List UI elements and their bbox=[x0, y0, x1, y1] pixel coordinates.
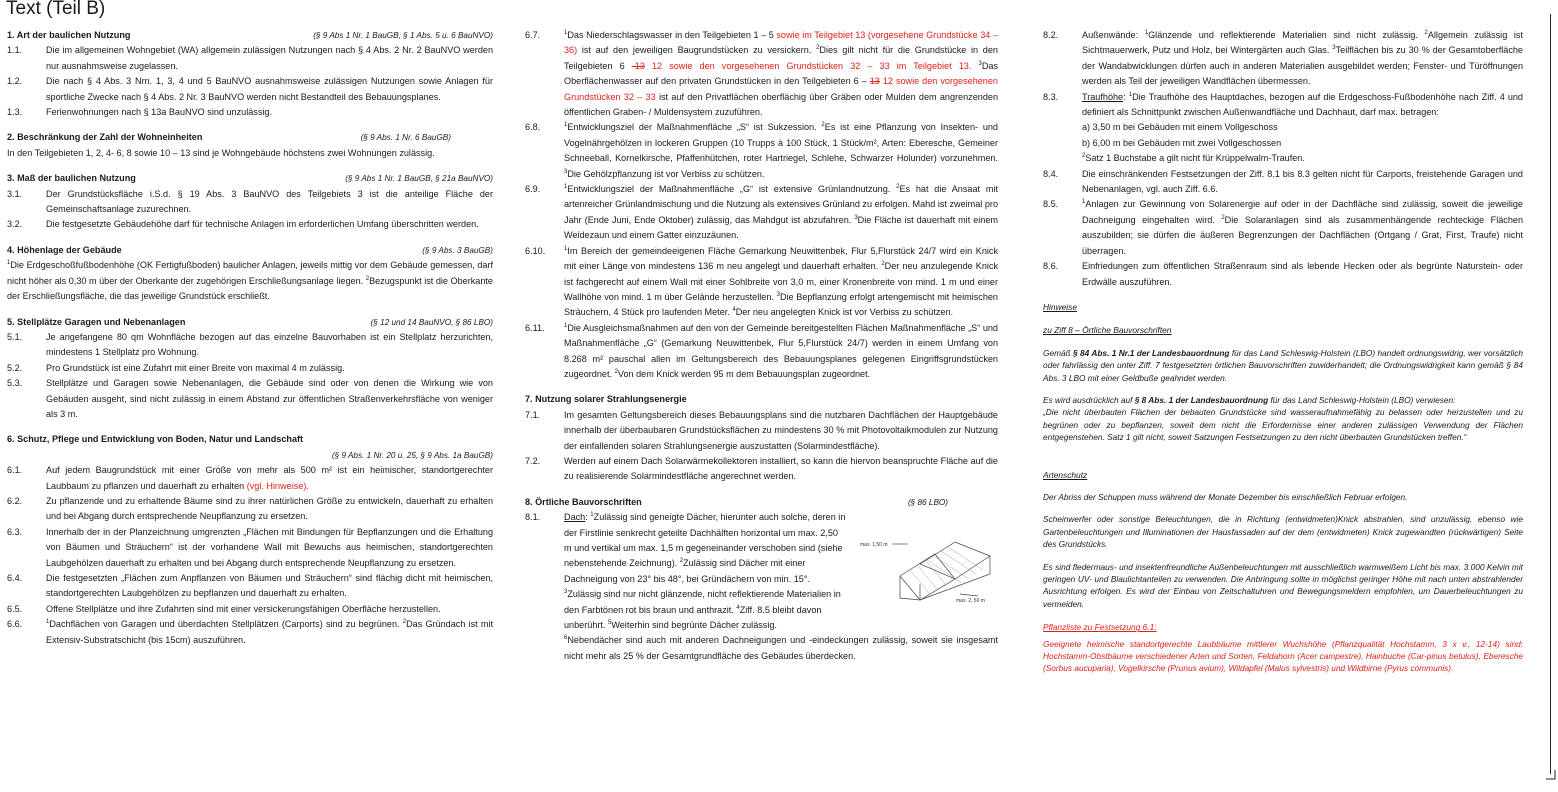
list-item: 6.1. Auf jedem Baugrundstück mit einer Größe von mehr als 500 m² ist ein heimischer, standortgerechter Laubbaum zu pflanzen und dauerhaft zu erhalten (vgl. Hinweise). bbox=[7, 465, 493, 491]
list-item: 8.6. Einfriedungen zum öffentlichen Straßenraum sind als lebende Hecken oder als begrünte Naturstein- oder Erdwälle auszuführen. bbox=[1043, 261, 1523, 287]
section-title: 3. Maß der baulichen Nutzung bbox=[7, 173, 136, 184]
section-title: 8. Örtliche Bauvorschriften bbox=[525, 496, 642, 507]
hint-reference: (vgl. Hinweise). bbox=[246, 480, 309, 491]
list-item: 6.9. $^1$Entwicklungsziel der Maßnahmenfläche „G“ ist extensive Grünlandnutzung. $^2$Es hat die Ansaat mit artenreicher Grünlandmischung und die Nutzung als extensives Grünland zu erfolgen. Mahd ist zweimal pro Jahr (Ende Juni, Ende Oktober) zulässig, das Mahdgut ist abzufahren. $^3$Die Fläche ist dauerhaft mit einem Weidezaun und einem Gatter einzuzäunen. bbox=[525, 184, 998, 241]
list-item: 3.1. Der Grundstücksfläche i.S.d. § 19 Abs. 3 BauNVO des Teilgebiets 3 ist die anteilige Fläche der Gemeinschaftsanlage zuzurechnen. bbox=[7, 188, 493, 215]
list-item: 6.6. $^1$Dachflächen von Garagen und überdachten Stellplätzen (Carports) sind zu begrünen. $^2$Das Gründach ist mit Extensiv-Substratschicht (bis 15cm) auszuführen. bbox=[7, 619, 493, 645]
section-2 bbox=[7, 130, 493, 161]
sketch-label-height: max. 1,50 m bbox=[860, 542, 888, 549]
hint-quote: „Die nicht überbauten Flächen der bebauten Grundstücke sind wasseraufnahmefähig zu belassen oder herzustellen und zu begrünen oder zu bepflanzen, soweit dem nicht die Erfordernisse einer anderen zulässigen Verwendung der Flächen entgegenstehen. Satz 1 gilt nicht, soweit Satzungen Festsetzungen zu den nicht überbauten Grundstücken treffen.“ bbox=[1043, 407, 1523, 443]
section-4 bbox=[7, 243, 493, 305]
dimension-line bbox=[960, 594, 978, 596]
section-title: 2. Beschränkung der Zahl der Wohneinheiten bbox=[7, 132, 203, 143]
list-item: 1.2. Die nach § 4 Abs. 3 Nrn. 1, 3, 4 und 5 BauNVO ausnahmsweise zulässigen Nutzungen sowie Anlagen für sportliche Zwecke nach § 4 Abs. 2 Nr. 3 BauNVO werden nicht Bestandteil des Bebauungsplanes. bbox=[7, 76, 493, 102]
section-1 bbox=[7, 28, 493, 120]
section-ref: (§ 9 Abs. 1 Nr. 6 BauGB) bbox=[360, 133, 451, 143]
section-8 bbox=[525, 495, 998, 664]
section-title: 6. Schutz, Pflege und Entwicklung von Boden, Natur und Landschaft bbox=[7, 434, 304, 445]
section-title: 1. Art der baulichen Nutzung bbox=[7, 30, 131, 40]
section-ref: (§ 12 und 14 BauNVO, § 86 LBO) bbox=[370, 317, 493, 327]
section-title: 5. Stellplätze Garagen und Nebenanlagen bbox=[7, 316, 186, 327]
column-2 bbox=[525, 28, 998, 674]
list-item: 5.1. Je angefangene 80 qm Wohnfläche bezogen auf das einzelne Bauvorhaben ist ein Stellplatz herzurichten, mindestens 1 Stellplatz pro Wohnung. bbox=[7, 331, 493, 358]
section-ref: (§ 9 Abs. 3 BauGB) bbox=[422, 245, 493, 255]
hint-paragraph: Es wird ausdrücklich auf § 8 Abs. 1 der Landesbauordnung für das Land Schleswig-Holstein (LBO) verwiesen: bbox=[1043, 394, 1456, 405]
section-7 bbox=[525, 392, 998, 484]
hint-paragraph: Gemäß § 84 Abs. 1 Nr.1 der Landesbauordnung für das Land Schleswig-Holstein (LBO) handelt ordnungswidrig, wer vorsätzlich oder fahrlässig den unter Ziff. 7 festgesetzten örtlichen Bauvorschriften zuwiderhandelt; die Ordnungswidrigkeit kann gemäß § 84 Abs. 3 LBO mit einer Geldbuße geahndet werden. bbox=[1043, 347, 1523, 383]
sketch-label-offset: max. 2, 50 m bbox=[956, 598, 985, 605]
section-5 bbox=[7, 315, 493, 423]
column-1 bbox=[7, 28, 493, 658]
artenschutz-heading: Artenschutz bbox=[1043, 469, 1088, 480]
pflanzliste-heading: Pflanzliste zu Festsetzung 6.1: bbox=[1043, 622, 1157, 633]
list-item: 8.5. $^1$Anlagen zur Gewinnung von Solarenergie auf oder in der Dachfläche sind zulässig, soweit die jeweilige Dachneigung eingehalten wird. $^2$Die Solaranlagen sind als zusammenhängende rechteckige Flächen auszubilden; sie dürfen die äußeren Begrenzungen der Dachflächen (Ortgang / Grat, First, Traufe) nicht überragen. bbox=[1043, 199, 1524, 256]
hinweise-heading: Hinweise bbox=[1043, 301, 1077, 312]
list-item: 6.3. Innerhalb der in der Planzeichnung umgrenzten „Flächen mit Bindungen für Bepflanzungen und die Erhaltung von Bäumen und Sträuchern“ ist der vorhandene Wall mit Bewuchs aus heimischen, standortgerechten Laubgehölzen dauerhaft zu erhalten und bei Abgang durch entsprechende Neupflanzung zu ersetzen. bbox=[7, 526, 493, 568]
page-title: Text (Teil B) bbox=[6, 0, 106, 19]
section-ref: (§ 9 Abs 1 Nr. 1 BauGB, § 21a BauNVO) bbox=[345, 174, 493, 184]
roof-upper bbox=[920, 542, 990, 579]
roof-lower bbox=[900, 554, 955, 600]
section-ref: (§ 9 Abs. 1 Nr. 20 u. 25, § 9 Abs. 1a BauGB) bbox=[331, 450, 493, 460]
list-item: 8.2. Außenwände: $^1$Glänzende und reflektierende Materialien sind nicht zulässig. $^2$Allgemein zulässig ist Sichtmauerwerk, Putz und Holz, bei Wintergärten auch Glas. $^3$Teilflächen bis zu 30 % der Gesamtoberfläche der Wandabwicklungen dürfen auch in anderen Materialien ausgebildet werden; Fenster- und Türöffnungen werden als Teil der jeweiligen Wandflächen übermessen. bbox=[1043, 29, 1523, 87]
list-item: 6.8. $^1$Entwicklungsziel der Maßnahmenfläche „S“ ist Sukzession. $^2$Es ist eine Pflanzung von Insekten- und Vogelnährgehölzen in lockeren Gruppen (10 Trupps à 100 Stück, 1 Stück/m², Arten: Eberesche, Gemeiner Schneeball, Kornelkirsche, Pfaffenhütchen, roter Hartriegel, Schlehe, Schwarzer Holunder) vorzunehmen. $^3$Die Gehölzpflanzung ist vor Verbiss zu schützen. bbox=[525, 122, 998, 179]
section-title: 7. Nutzung solarer Strahlungsenergie bbox=[525, 394, 687, 405]
list-item: 8.4. Die einschränkenden Festsetzungen der Ziff. 8.1 bis 8.3 gelten nicht für Carports, freistehende Garagen und Nebenanlagen, vgl. auch Ziff. 6.6. bbox=[1043, 168, 1523, 195]
list-item: 6.10. $^1$Im Bereich der gemeindeeigenen Fläche Gemarkung Neuwittenbek, Flur 5,Flurstück 24/7 wird ein Knick mit einer Länge von mindestens 136 m neu angelegt und dauerhaft erhalten. $^2$Der neu anzulegende Knick ist fachgerecht auf einem Wall mit einer Sohlbreite von 3,0 m, einer Kronenbreite von mind. 1 m und einer Wallhöhe von mind. 1 m über Gelände herzustellen. $^3$Die Bepflanzung erfolgt artengemischt mit heimischen Sträuchern, 4 Stück pro laufenden Meter. $^4$Der neu angelegten Knick ist vor Verbiss zu schützen. bbox=[525, 245, 998, 318]
list-item: 7.2. Werden auf einem Dach Solarwärmekollektoren installiert, so kann die hiervon beanspruchte Fläche auf die zu realisierende Solarmindestfläche angerechnet werden. bbox=[525, 455, 998, 482]
section-ref: (§ 86 LBO) bbox=[907, 497, 948, 507]
section-6 bbox=[7, 432, 493, 648]
hint-paragraph: Der Abriss der Schuppen muss während der Monate Dezember bis einschließlich Februar erfolgen. bbox=[1043, 491, 1408, 502]
list-item: 6.7. $^1$Das Niederschlagswasser in den Teilgebieten 1 – 5 sowie im Teilgebiet 13 (vorgesehene Grundstücke 34 – 36) ist auf den jeweiligen Baugrundstücken zu versickern. $^2$Dies gilt nicht für die Grundstücke in den Teilgebieten 6 -13 12 sowie den vorgesehenen Grundstücken 32 – 33 im Teilgebiet 13. $^3$Das Oberflächenwasser auf den privaten Grundstücken in den Teilgebieten 6 – 13 12 sowie den vorgesehenen Grundstücken 32 – 33 ist auf den Privatflächen oberflächig über Gräben oder Mulden dem angrenzenden öffentlichen Graben- / Muldensystem zuzuführen. bbox=[525, 29, 998, 118]
section-ref: (§ 9 Abs 1 Nr. 1 BauGB, § 1 Abs. 5 u. 6 BauNVO) bbox=[313, 31, 493, 40]
list-item: 5.3. Stellplätze und Garagen sowie Nebenanlagen, die Gebäude sind oder von denen die Wirkung wie von Gebäuden ausgeht, sind nicht zulässig in einem Abstand zur öffentlichen Straßenverkehrsfläche von weniger als 3 m. bbox=[7, 378, 493, 419]
hint-paragraph: Es sind fledermaus- und insektenfreundliche Außenbeleuchtungen mit ausschließlich warmweißem Licht bis max. 3.000 Kelvin mit geringen UV- und Blaulichtanteilen zu verwenden. Die Anbringung sollte in möglichst geringer Höhe mit nach unten abstrahlender Ausrichtung erfolgen. Es wird der Einbau von Zeitschaltuhren und Bewegungsmeldern empfohlen, um Dauerbeleuchtungen zu vermeiden. bbox=[1043, 561, 1523, 609]
list-item: 8.1. Dach: $^1$Zulässig sind geneigte Dächer, hierunter auch solche, deren in der Firstlinie senkrecht geteilte Dachhälften horizontal um max. 2,50 m und vertikal um max. 1,5 m gegeneinander verschoben sind (siehe nebenstehende Zeichnung). $^2$Zulässig sind Dächer mit einer Dachneigung von 23° bis 48°, bei Gründächern von min. 15°. $^3$Zulässig sind nur nicht glänzende, nicht reflektierende Materialien in den Farbtönen rot bis braun und anthrazit. $^4$Ziff. 8.5 bleibt davon unberührt. $^5$Weiterhin sind begrünte Dächer zulässig. bbox=[525, 512, 846, 631]
pflanzliste-text: Geeignete heimische standortgerechte Laubbäume mittlerer Wuchshöhe (Pflanzqualität Hochstamm, 3 x v., 12-14) sind: Hochstamm-Obstbäume verschiedener Arten und Sorten, Feldahorn (Acer campestre), Hainbuche (Car-pinus betulus), Eberesche (Sorbus aucuparia), Vogelkirsche (Prunus avium), Wildapfel (Malus sylvestris) und Wildbirne (Pyrus communis). bbox=[1043, 638, 1523, 674]
list-item: 7.1. Im gesamten Geltungsbereich dieses Bebauungsplans sind die nutzbaren Dachflächen der Hauptgebäude innerhalb der überbaubaren Grundstücksflächen zu mindestens 30 % mit Photovoltaikmodulen zur Nutzung der einfallenden solaren Strahlungsenergie auszustatten (Solarmindestfläche). bbox=[525, 409, 998, 451]
ziff8-heading: zu Ziff 8 – Örtliche Bauvorschriften bbox=[1043, 325, 1172, 336]
list-item: $^6$Nebendächer sind auch mit anderen Dachneigungen und -eindeckungen zulässig, soweit sie insgesamt nicht mehr als 25 % der Gesamtgrundfläche des Gebäudes überdecken. bbox=[564, 635, 998, 661]
paragraph: $^1$Die Erdgeschoßfußbodenhöhe (OK Fertigfußboden) baulicher Anlagen, jeweils mittig vor dem Gebäude gemessen, darf nicht höher als 0,30 m über der Oberkante der zugehörigen Erschließungsanlage liegen. $^2$Bezugspunkt ist die Oberkante der Erschließungsfläche, die das jeweilige Grundstück erschließt. bbox=[7, 260, 493, 302]
list-item: 5.2. Pro Grundstück ist eine Zufahrt mit einer Breite von maximal 4 m zulässig. bbox=[7, 362, 345, 373]
list-item: 6.4. Die festgesetzten „Flächen zum Anpflanzen von Bäumen und Sträuchern“ sind flächig dicht mit heimischen, standortgerechten Laubgehölzen zu bepflanzen und dauerhaft zu erhalten. bbox=[7, 573, 493, 599]
section-title: 4. Höhenlage der Gebäude bbox=[7, 244, 122, 255]
section-3 bbox=[7, 171, 493, 233]
roof-sketch bbox=[860, 534, 995, 604]
paragraph: In den Teilgebieten 1, 2, 4- 6, 8 sowie 10 – 13 sind je Wohngebäude höchstens zwei Wohnungen zulässig. bbox=[7, 147, 435, 158]
list-item: 3.2. Die festgesetzte Gebäudehöhe darf für technische Anlagen im erforderlichen Umfang überschritten werden. bbox=[7, 219, 479, 230]
hint-paragraph: Scheinwerfer oder sonstige Beleuchtungen, die in Richtung (entwidmeten)Knick abstrahlen, sind unzulässig, ebenso wie Gartenbeleuchtungen und Illuminationen der Hausfassaden auf der dem (entwidmeten) Knick zugewandten (rückwärtigen) Seite des Grundstücks. bbox=[1043, 514, 1523, 550]
list-item: 1.3. Ferienwohnungen nach § 13a BauNVO sind unzulässig. bbox=[7, 107, 272, 118]
column-3 bbox=[1043, 28, 1523, 685]
list-item: 1.1. Die im allgemeinen Wohngebiet (WA) allgemein zulässigen Nutzungen nach § 4 Abs. 2 Nr. 2 BauNVO werden nur ausnahmsweise zugelassen. bbox=[7, 45, 493, 71]
list-item: 6.5. Offene Stellplätze und ihre Zufahrten sind mit einer versickerungsfähigen Oberfläche herzustellen. bbox=[7, 603, 441, 614]
list-item: 6.11. $^1$Die Ausgleichsmaßnahmen auf den von der Gemeinde bereitgestellten Flächen Maßnahmenfläche „S“ und Maßnahmenfläche „G“ (Gemarkung Neuwittenbek, Flur 5,Flurstück 24/7) werden in einem Umfang von 8.268 m² pauschal allen im Geltungsbereich des Bebauungsplanes gelegenen Eingriffsgrundstücken zugeordnet. $^2$Von dem Knick werden 95 m dem Bebauungsplan zugeordnet. bbox=[525, 322, 998, 379]
list-item: 6.2. Zu pflanzende und zu erhaltende Bäume sind zu ihrer natürlichen Größe zu entwickeln, dauerhaft zu erhalten und bei Abgang durch entsprechende Neupflanzung zu ersetzen. bbox=[7, 495, 493, 522]
roof-grid bbox=[910, 547, 983, 594]
page-edge-line bbox=[1550, 14, 1551, 774]
list-item: 8.3. Traufhöhe: $^1$Die Traufhöhe des Hauptdaches, bezogen auf die Erdgeschoss-Fußbodenhöhe nach Ziff. 4 und definiert als Schnittpunkt zwischen Außenwandfläche und Dachhaut, darf max. betragen: a) 3,50 m bei Gebäuden mit einem Vollgeschoss b) 6,00 m bei Gebäuden mit zwei Vollgeschossen $^2$Satz 1 Buchstabe a gilt nicht für Krüppelwalm-Traufen. bbox=[1043, 91, 1523, 164]
wall-outline bbox=[900, 556, 990, 600]
page-corner-mark bbox=[1546, 770, 1556, 780]
